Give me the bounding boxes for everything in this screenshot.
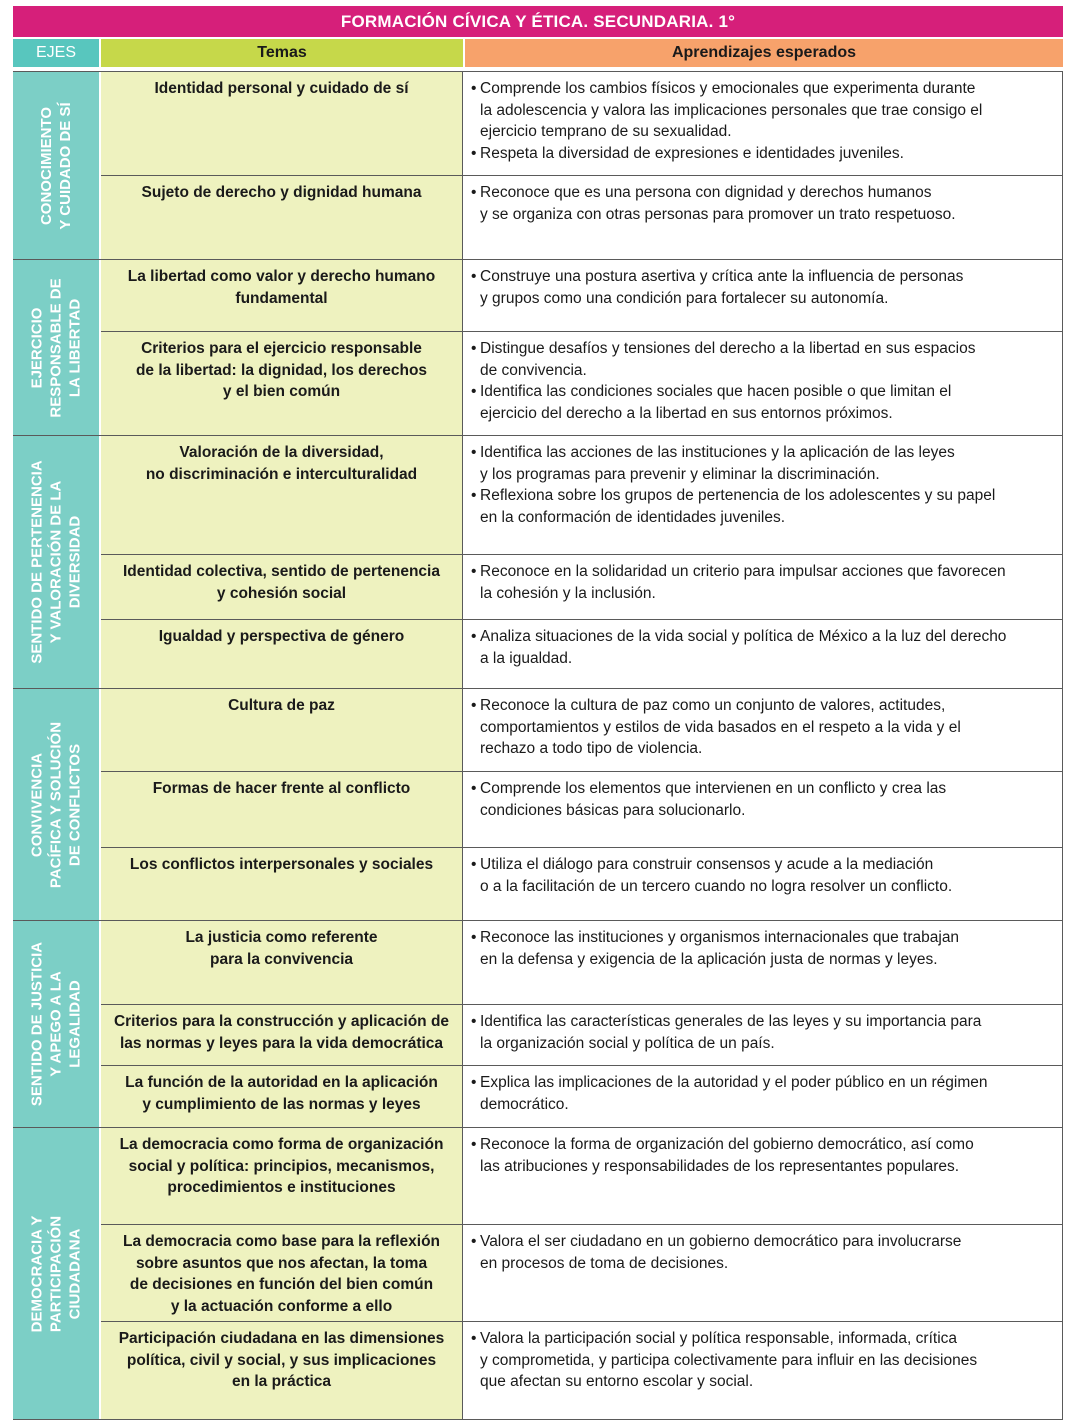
aprendizaje-item: • Identifica las condiciones sociales que hacen posible o que limitan el ejercicio del derecho a la libertad en sus entornos próximos. [471,381,1054,424]
aprendizaje-item: • Reconoce que es una persona con dignidad y derechos humanos y se organiza con otras personas para promover un trato respetuoso. [471,182,1054,225]
axis-block [13,260,1063,436]
table-row [101,175,1063,259]
header-ejes: EJES [13,39,99,67]
aprendizajes-cell [463,436,1063,554]
axis-label-text: EJERCICIO RESPONSABLE DE LA LIBERTAD [28,277,84,418]
aprendizajes-cell [463,1225,1063,1321]
axis-block [13,1128,1063,1420]
aprendizaje-item: • Comprende los cambios físicos y emocionales que experimenta durante la adolescencia y valora las implicaciones personales que trae consigo el ejercicio temprano de su sexualidad. [471,78,1054,143]
axis-label [13,72,99,259]
aprendizaje-item: • Identifica las acciones de las instituciones y la aplicación de las leyes y los programas para prevenir y eliminar la discriminación. [471,442,1054,485]
tema-cell: La justicia como referente para la convivencia [101,921,463,1004]
aprendizaje-item: • Valora la participación social y política responsable, informada, crítica y comprometida, y participa colectivamente para influir en las decisiones que afectan su entorno escolar y social. [471,1328,1054,1393]
aprendizajes-cell [463,1005,1063,1065]
aprendizaje-item: • Reflexiona sobre los grupos de pertenencia de los adolescentes y su papel en la conformación de identidades juveniles. [471,485,1054,528]
table-row [101,260,1063,331]
tema-cell: Los conflictos interpersonales y sociales [101,848,463,920]
table-row [101,921,1063,1004]
axis-label [13,1128,99,1419]
aprendizajes-cell [463,260,1063,331]
aprendizaje-item: • Construye una postura asertiva y crítica ante la influencia de personas y grupos como una condición para fortalecer su autonomía. [471,266,1054,309]
tema-cell: La democracia como base para la reflexión sobre asuntos que nos afectan, la toma de decisiones en función del bien común y la actuación conforme a ello [101,1225,463,1321]
aprendizaje-item: • Respeta la diversidad de expresiones e identidades juveniles. [471,143,1054,165]
curriculum-table [13,6,1063,1420]
aprendizajes-cell [463,921,1063,1004]
table-row [101,436,1063,554]
table-title: FORMACIÓN CÍVICA Y ÉTICA. SECUNDARIA. 1° [13,6,1063,37]
tema-cell: Igualdad y perspectiva de género [101,620,463,688]
aprendizajes-cell [463,689,1063,771]
axis-label [13,260,99,435]
aprendizajes-cell [463,1128,1063,1224]
header-aprendizajes: Aprendizajes esperados [465,39,1063,67]
tema-cell: Valoración de la diversidad, no discriminación e interculturalidad [101,436,463,554]
table-row [101,1321,1063,1419]
axis-label [13,436,99,688]
aprendizajes-cell [463,332,1063,435]
aprendizaje-item: • Reconoce la forma de organización del gobierno democrático, así como las atribuciones y responsabilidades de los representantes populares. [471,1134,1054,1177]
tema-cell: Criterios para el ejercicio responsable de la libertad: la dignidad, los derechos y el bien común [101,332,463,435]
tema-cell: Sujeto de derecho y dignidad humana [101,176,463,259]
aprendizajes-cell [463,772,1063,847]
axis-label-text: CONVIVENCIA PACÍFICA Y SOLUCIÓN DE CONFLICTOS [28,721,84,888]
aprendizaje-item: • Explica las implicaciones de la autoridad y el poder público en un régimen democrático. [471,1072,1054,1115]
tema-cell: Identidad personal y cuidado de sí [101,72,463,175]
aprendizaje-item: • Reconoce la cultura de paz como un conjunto de valores, actitudes, comportamientos y estilos de vida basados en el respeto a la vida y el rechazo a todo tipo de violencia. [471,695,1054,760]
axis-block [13,921,1063,1128]
aprendizaje-item: • Reconoce en la solidaridad un criterio para impulsar acciones que favorecen la cohesión y la inclusión. [471,561,1054,604]
table-row [101,847,1063,920]
tema-cell: Participación ciudadana en las dimensiones política, civil y social, y sus implicaciones en la práctica [101,1322,463,1419]
aprendizajes-cell [463,620,1063,688]
header-row [13,39,1063,67]
axis-block [13,689,1063,921]
table-row [101,554,1063,619]
tema-cell: Criterios para la construcción y aplicación de las normas y leyes para la vida democrática [101,1005,463,1065]
table-row [101,1224,1063,1321]
table-row [101,689,1063,771]
tema-cell: Cultura de paz [101,689,463,771]
table-row [101,1065,1063,1127]
aprendizaje-item: • Comprende los elementos que intervienen en un conflicto y crea las condiciones básicas para solucionarlo. [471,778,1054,821]
table-row [101,72,1063,175]
aprendizaje-item: • Distingue desafíos y tensiones del derecho a la libertad en sus espacios de convivencia. [471,338,1054,381]
tema-cell: La democracia como forma de organización social y política: principios, mecanismos, procedimientos e instituciones [101,1128,463,1224]
aprendizaje-item: • Valora el ser ciudadano en un gobierno democrático para involucrarse en procesos de toma de decisiones. [471,1231,1054,1274]
aprendizaje-item: • Utiliza el diálogo para construir consensos y acude a la mediación o a la facilitación de un tercero cuando no logra resolver un conflicto. [471,854,1054,897]
tema-cell: La función de la autoridad en la aplicación y cumplimiento de las normas y leyes [101,1066,463,1127]
table-row [101,1004,1063,1065]
aprendizajes-cell [463,555,1063,619]
aprendizaje-item: • Identifica las características generales de las leyes y su importancia para la organización social y política de un país. [471,1011,1054,1054]
axis-block [13,436,1063,689]
aprendizajes-cell [463,1322,1063,1419]
table-row [101,331,1063,435]
axis-label-text: CONOCIMIENTO Y CUIDADO DE SÍ [38,101,74,230]
table-row [101,1128,1063,1224]
aprendizajes-cell [463,72,1063,175]
aprendizajes-cell [463,176,1063,259]
aprendizaje-item: • Reconoce las instituciones y organismos internacionales que trabajan en la defensa y exigencia de la aplicación justa de normas y leyes. [471,927,1054,970]
axis-label-text: SENTIDO DE PERTENENCIA Y VALORACIÓN DE LA DIVERSIDAD [28,460,84,664]
axis-label [13,921,99,1127]
tema-cell: Identidad colectiva, sentido de pertenencia y cohesión social [101,555,463,619]
aprendizajes-cell [463,1066,1063,1127]
axis-block [13,71,1063,260]
axis-label-text: DEMOCRACIA Y PARTICIPACIÓN CIUDADANA [28,1215,84,1332]
aprendizajes-cell [463,848,1063,920]
tema-cell: Formas de hacer frente al conflicto [101,772,463,847]
axis-label-text: SENTIDO DE JUSTICIA Y APEGO A LA LEGALIDAD [28,941,84,1107]
table-row [101,619,1063,688]
tema-cell: La libertad como valor y derecho humano fundamental [101,260,463,331]
table-row [101,771,1063,847]
axis-label [13,689,99,920]
aprendizaje-item: • Analiza situaciones de la vida social y política de México a la luz del derecho a la igualdad. [471,626,1054,669]
header-temas: Temas [101,39,463,67]
